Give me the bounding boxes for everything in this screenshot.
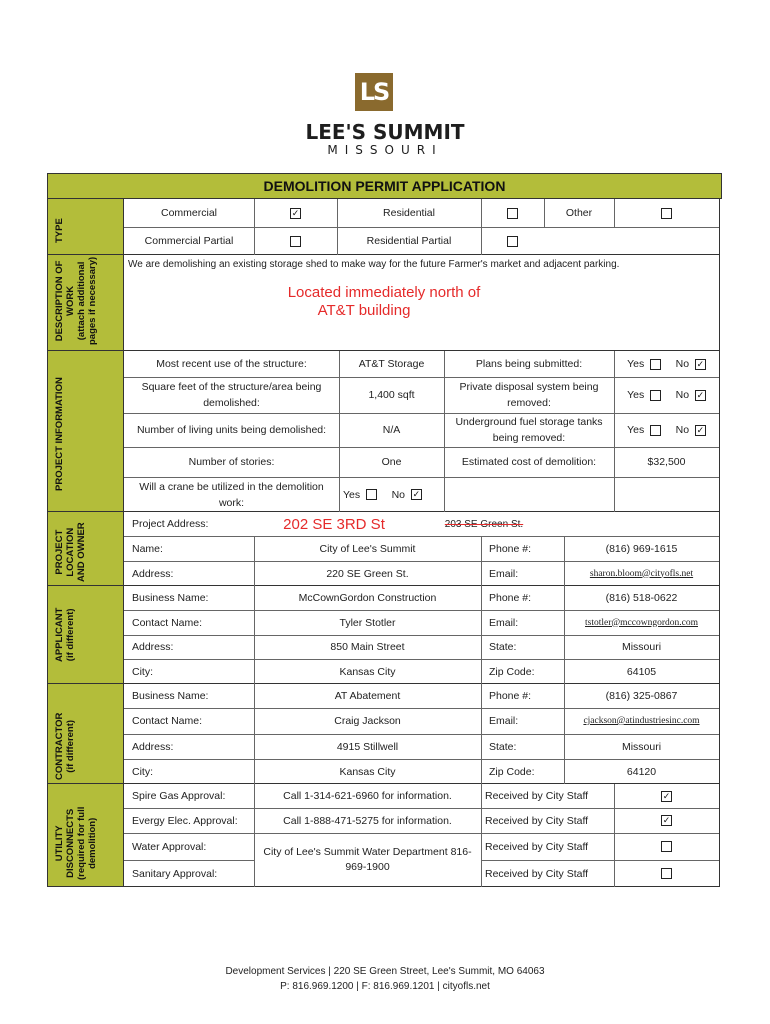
contractor-state-value[interactable]: Missouri [621,740,662,753]
owner-email-value[interactable]: sharon.bloom@cityofls.net [589,568,694,579]
sanitary-received-checkbox[interactable] [661,868,672,879]
disposal-label: Private disposal system being removed: [459,381,599,409]
contractor-city-label: City: [132,765,153,778]
contractor-zip-value[interactable]: 64120 [626,765,657,778]
plans-label: Plans being submitted: [475,358,583,370]
applicant-state-value[interactable]: Missouri [621,641,662,653]
logo-mark: LS [355,73,393,111]
section-utility-label: UTILITY DISCONNECTS (required for full demolition) [54,806,98,880]
plans-yes-label: Yes [627,358,645,370]
crane-yes-label: Yes [343,488,361,501]
spire-label: Spire Gas Approval: [132,790,226,802]
owner-phone-label: Phone #: [489,542,532,555]
section-project-location-label: PROJECT LOCATION AND OWNER [54,522,87,582]
footer-line-2: P: 816.969.1200 | F: 816.969.1201 | cityofls.net [280,981,490,992]
type-commercial-partial-checkbox[interactable] [290,236,301,247]
disposal-yes-checkbox[interactable] [650,390,661,401]
section-type-label: TYPE [54,218,65,243]
applicant-city-label: City: [132,665,153,678]
type-residential-partial-label: Residential Partial [366,235,452,247]
form-title: DEMOLITION PERMIT APPLICATION [47,173,722,199]
applicant-business-label: Business Name: [132,592,209,604]
sanitary-received-label: Received by City Staff [485,867,589,880]
contractor-email-value[interactable]: cjackson@atindustriesinc.com [583,716,700,726]
contractor-business-value[interactable]: AT Abatement [334,690,401,702]
section-type [47,199,124,255]
contractor-email-label: Email: [489,715,519,727]
stories-label: Number of stories: [188,456,275,468]
section-project-location [47,512,124,586]
contractor-city-value[interactable]: Kansas City [339,765,396,778]
owner-address-label: Address: [132,567,174,580]
water-label: Water Approval: [132,840,207,853]
contractor-phone-value[interactable]: (816) 325-0867 [605,690,678,702]
stories-value[interactable]: One [381,456,402,468]
water-info: City of Lee's Summit Water Department 816-969-1900 [263,846,472,873]
section-applicant [47,586,124,684]
evergy-label: Evergy Elec. Approval: [132,814,238,827]
contractor-grid [124,684,720,784]
owner-phone-value[interactable]: (816) 969-1615 [605,542,678,555]
fuel-yes-label: Yes [627,424,645,436]
applicant-phone-value[interactable]: (816) 518-0622 [605,592,678,604]
footer-line-1: Development Services | 220 SE Green Street, Lee's Summit, MO 64063 [225,966,545,977]
project-address-label: Project Address: [132,518,209,530]
sqft-value[interactable]: 1,400 sqft [368,389,415,401]
spire-info: Call 1-314-621-6960 for information. [283,790,452,802]
type-commercial-partial-label: Commercial Partial [144,235,234,247]
description-handwritten-line2: AT&T building [317,301,411,319]
fuel-label: Underground fuel storage tanks being removed: [455,416,603,444]
applicant-business-value[interactable]: McCownGordon Construction [298,592,437,604]
owner-name-value[interactable]: City of Lee's Summit [319,542,416,555]
type-residential-partial-checkbox[interactable] [507,236,518,247]
plans-no-label: No [675,358,690,370]
recent-use-value[interactable]: AT&T Storage [358,358,425,370]
section-utility [47,784,124,887]
section-description [47,255,124,351]
applicant-email-value[interactable]: tstotler@mccowngordon.com [585,617,698,628]
plans-no-checkbox[interactable] [695,359,706,370]
section-contractor [47,684,124,784]
water-received-checkbox[interactable] [661,841,672,852]
applicant-state-label: State: [489,641,517,653]
description-text[interactable]: We are demolishing an existing storage shed to make way for the future Farmer's market and adjacent parking. [128,258,620,270]
disposal-no-label: No [675,389,690,401]
owner-email-label: Email: [489,567,519,580]
owner-grid [124,512,720,586]
disposal-yes-label: Yes [627,389,645,401]
contractor-contact-value[interactable]: Craig Jackson [334,715,401,727]
living-units-value[interactable]: N/A [382,424,401,436]
applicant-address-value[interactable]: 850 Main Street [330,641,405,653]
project-address-value[interactable]: 202 SE 3RD St [283,515,385,533]
contractor-phone-label: Phone #: [489,690,532,702]
sanitary-label: Sanitary Approval: [132,867,218,880]
applicant-email-label: Email: [489,616,519,629]
owner-name-label: Name: [132,542,163,555]
fuel-yes-checkbox[interactable] [650,425,661,436]
evergy-info: Call 1-888-471-5275 for information. [283,814,452,827]
section-contractor-label: CONTRACTOR (if different) [54,712,76,780]
contractor-contact-label: Contact Name: [132,715,203,727]
fuel-no-label: No [675,424,690,436]
applicant-address-label: Address: [132,641,174,653]
contractor-address-value[interactable]: 4915 Stillwell [336,740,399,753]
contractor-zip-label: Zip Code: [489,765,535,778]
plans-yes-checkbox[interactable] [650,359,661,370]
contractor-business-label: Business Name: [132,690,209,702]
project-info-grid [124,351,720,512]
contractor-state-label: State: [489,740,517,753]
description-grid [124,255,720,351]
type-commercial-label: Commercial [160,207,217,219]
section-project-info-label: PROJECT INFORMATION [54,377,65,491]
evergy-received-label: Received by City Staff [485,814,589,827]
type-residential-label: Residential [383,207,435,219]
section-description-label: DESCRIPTION OF WORK (attach additional pages if necessary) [54,256,98,345]
type-other-checkbox[interactable] [661,208,672,219]
fuel-no-checkbox[interactable] [695,425,706,436]
project-address-struck: 203 SE Green St. [444,518,524,530]
applicant-contact-label: Contact Name: [132,616,203,629]
section-project-info [47,351,124,512]
disposal-no-checkbox[interactable] [695,390,706,401]
living-units-label: Number of living units being demolished: [136,424,327,436]
owner-address-value[interactable]: 220 SE Green St. [326,567,409,580]
sqft-label: Square feet of the structure/area being demolished: [141,381,322,409]
applicant-zip-value[interactable]: 64105 [626,665,657,678]
applicant-zip-label: Zip Code: [489,665,535,678]
description-handwritten-line1: Located immediately north of [287,283,481,301]
cost-value[interactable]: $32,500 [647,456,686,468]
type-residential-checkbox[interactable] [507,208,518,219]
applicant-contact-value[interactable]: Tyler Stotler [339,616,396,629]
water-received-label: Received by City Staff [485,840,589,853]
crane-yes-checkbox[interactable] [366,489,377,500]
evergy-received-checkbox[interactable] [661,815,672,826]
logo-state: MISSOURI [327,143,443,157]
crane-label: Will a crane be utilized in the demolition work: [139,480,324,509]
applicant-grid [124,586,720,684]
applicant-city-value[interactable]: Kansas City [339,665,396,678]
section-applicant-label: APPLICANT (if different) [54,607,76,662]
type-grid [124,199,720,255]
crane-no-label: No [391,488,406,501]
applicant-phone-label: Phone #: [489,592,532,604]
type-other-label: Other [565,207,593,219]
type-commercial-checkbox[interactable] [290,208,301,219]
cost-label: Estimated cost of demolition: [461,456,597,468]
crane-no-checkbox[interactable] [411,489,422,500]
contractor-address-label: Address: [132,740,174,753]
utility-grid [124,784,720,887]
spire-received-label: Received by City Staff [485,790,589,802]
logo-name: LEE'S SUMMIT [305,120,465,144]
recent-use-label: Most recent use of the structure: [156,358,307,370]
spire-received-checkbox[interactable] [661,791,672,802]
